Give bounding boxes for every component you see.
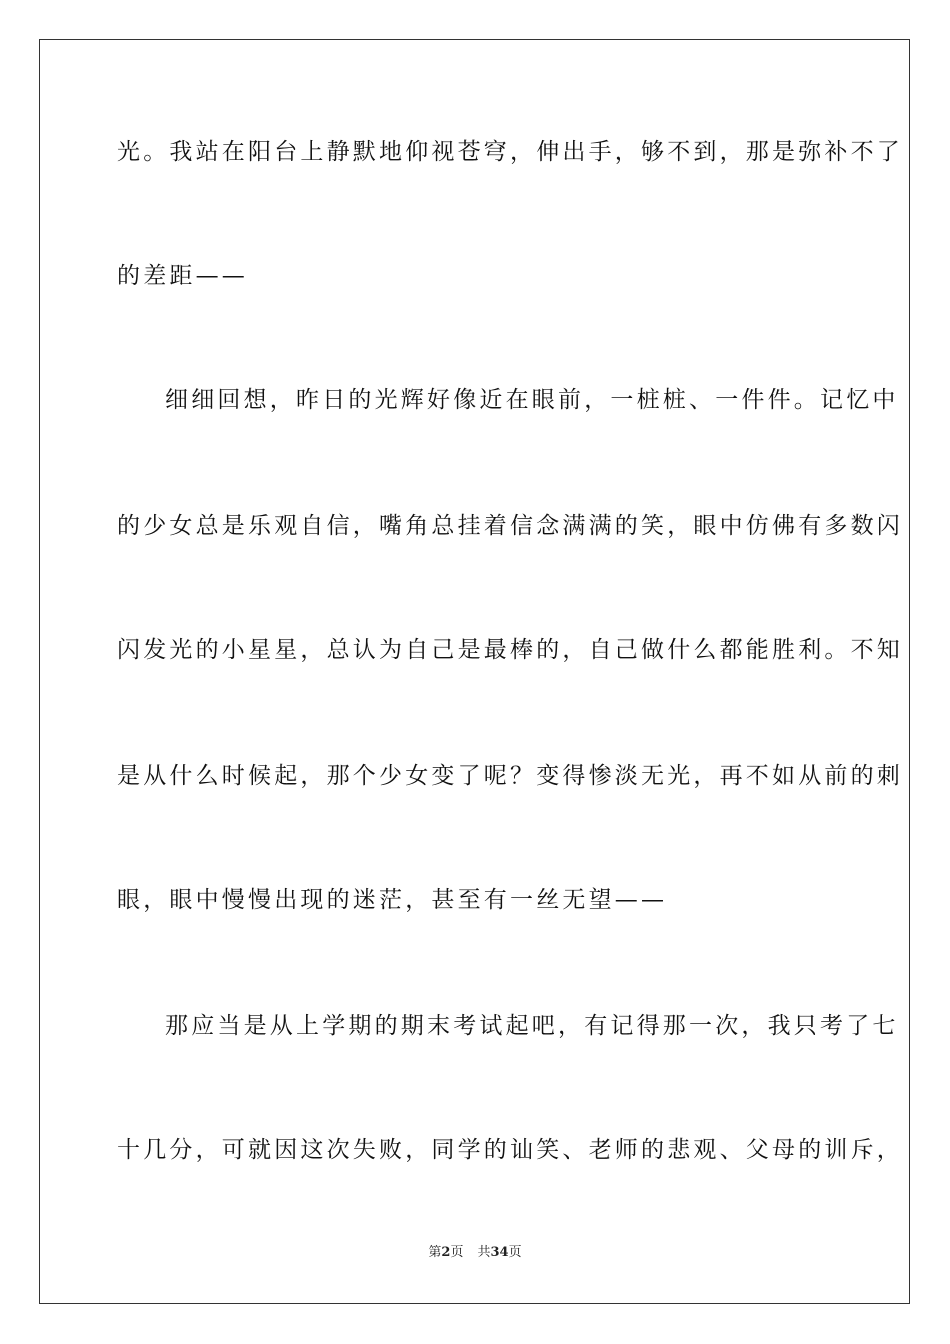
page-label-prefix: 第 [428, 1245, 442, 1260]
total-label-prefix: 共 [477, 1245, 491, 1260]
page-border [39, 39, 910, 1304]
paragraph-start-line: 那应当是从上学期的期末考试起吧，有记得那一次，我只考了七 [165, 1013, 899, 1039]
text-line: 的少女总是乐观自信，嘴角总挂着信念满满的笑，眼中仿佛有多数闪 [117, 513, 903, 539]
text-line: 闪发光的小星星，总认为自己是最棒的，自己做什么都能胜利。不知 [117, 637, 903, 663]
total-label-suffix: 页 [508, 1245, 522, 1260]
page-label-suffix: 页 [450, 1245, 464, 1260]
text-line: 的差距—— [117, 263, 248, 289]
text-line: 是从什么时候起，那个少女变了呢？变得惨淡无光，再不如从前的刺 [117, 763, 903, 789]
page-footer [0, 1244, 950, 1262]
paragraph-start-line: 细细回想，昨日的光辉好像近在眼前，一桩桩、一件件。记忆中 [165, 387, 899, 413]
text-line: 眼，眼中慢慢出现的迷茫，甚至有一丝无望—— [117, 887, 668, 913]
total-pages: 34 [490, 1245, 509, 1260]
text-line: 十几分，可就因这次失败，同学的讪笑、老师的悲观、父母的训斥， [117, 1137, 903, 1163]
text-line: 光。我站在阳台上静默地仰视苍穹，伸出手，够不到，那是弥补不了 [117, 139, 903, 165]
page-number: 2 [441, 1245, 451, 1260]
